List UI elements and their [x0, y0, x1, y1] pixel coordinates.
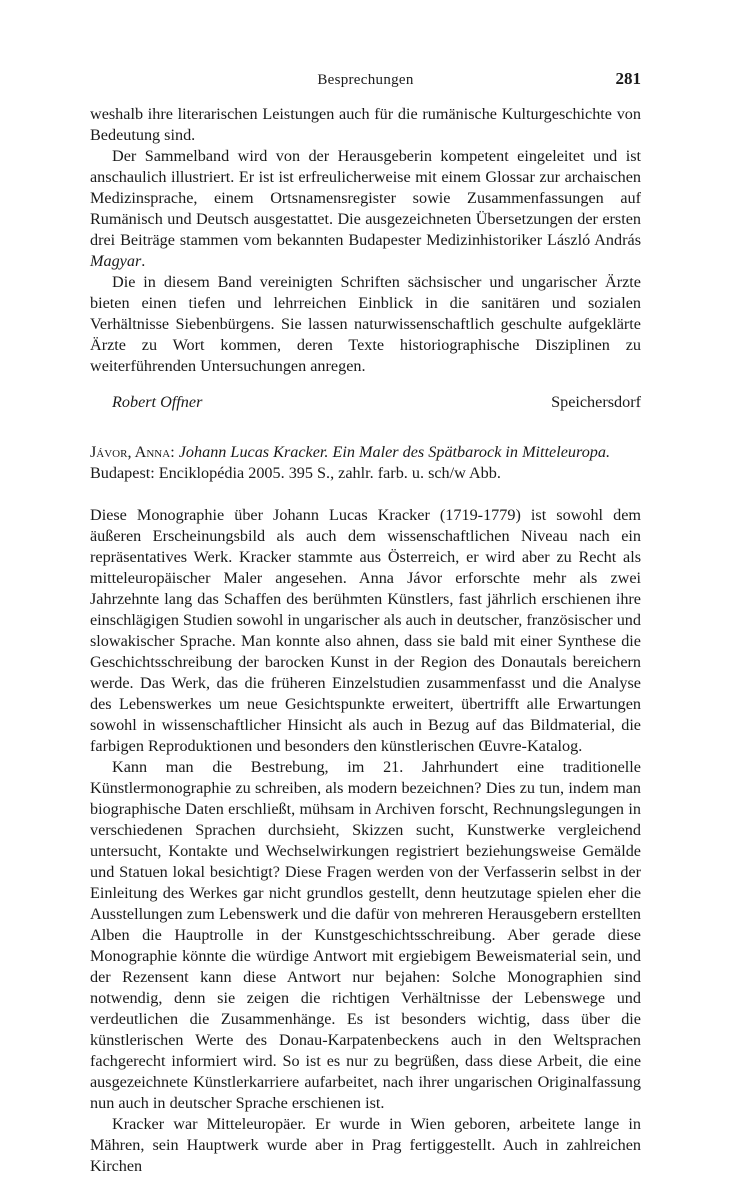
reviewer-place: Speichersdorf — [551, 393, 641, 411]
review1-paragraph-continuation: weshalb ihre literarischen Leistungen auch für die rumänische Kulturgeschichte von Bedeutung sind. — [90, 105, 641, 144]
review1-signature — [90, 392, 641, 413]
review1-paragraph-2-text: Der Sammelband wird von der Herausgeberin kompetent eingeleitet und ist anschaulich illustriert. Er ist ist erfreulicherweise mit einem Glossar zur archaischen Medizinsprache, einem Ortsnamensregister sowie Zusammenfassungen auf Rumänisch und Deutsch ausgestattet. Die ausgezeichneten Übersetzungen der ersten drei Beiträge stammen vom bekannten Budapester Medizinhistoriker László András — [90, 147, 641, 249]
reviewer-name: Robert Offner — [112, 393, 203, 411]
book-author: Jávor, Anna: — [90, 443, 175, 461]
book-page — [90, 64, 641, 1175]
review2-paragraph-3: Kracker war Mitteleuropäer. Er wurde in Wien geboren, arbeitete lange in Mähren, sein Hauptwerk wurde aber in Prag fertiggestellt. Auch in zahlreichen Kirchen — [90, 1115, 641, 1175]
review1-paragraph-2-name: Magyar — [90, 252, 142, 270]
review1-paragraph-3: Die in diesem Band vereinigten Schriften sächsischer und ungarischer Ärzte bieten einen tiefen und lehrreichen Einblick in die sanitären und sozialen Verhältnisse Siebenbürgens. Sie lassen naturwissenschaftlich geschulte aufgeklärte Ärzte zu Wort kommen, deren Texte historiographische Disziplinen zu weiterführenden Untersuchungen anregen. — [90, 273, 641, 375]
review2-bibliographic-header — [90, 442, 641, 484]
review1-paragraph-2 — [90, 146, 641, 272]
page-number: 281 — [615, 69, 641, 88]
review2-paragraph-2: Kann man die Bestrebung, im 21. Jahrhundert eine traditionelle Künstlermonographie zu schreiben, als modern bezeichnen? Dies zu tun, indem man biographische Daten erschließt, mühsam in Archiven forscht, Rechnungslegungen in verschiedenen Sprachen durchsieht, Skizzen sucht, Kunstwerke vergleichend untersucht, Kontakte und Wechselwirkungen registriert beziehungsweise Gemälde und Statuen lokal besichtigt? Diese Fragen werden von der Verfasserin selbst in der Einleitung des Werkes gar nicht grundlos gestellt, denn heutzutage spielen eher die Ausstellungen zum Lebenswerk und die dafür von mehreren Herausgebern erstellten Alben die Hauptrolle in der Kunstgeschichtsschreibung. Aber gerade diese Monographie könnte die würdige Antwort mit ergiebigem Beweismaterial sein, und der Rezensent kann diese Antwort nur bejahen: Solche Monographien sind notwendig, denn sie zeigen die richtigen Verhältnisse der Lebenswege und verdeutlichen die Zusammenhänge. Es ist besonders wichtig, dass über die künstlerischen Werte des Donau-Karpatenbeckens auch in den Weltsprachen fachgerecht informiert wird. So ist es nur zu begrüßen, dass diese Arbeit, die eine ausgezeichnete Künstlerkarriere aufarbeitet, nach ihrer ungarischen Originalfassung nun auch in deutscher Sprache erschienen ist. — [90, 758, 641, 1112]
running-title: Besprechungen — [317, 72, 414, 88]
running-head — [90, 64, 641, 90]
book-title: Johann Lucas Kracker. Ein Maler des Spätbarock in Mitteleuropa. — [178, 443, 611, 461]
book-publication: Budapest: Enciklopédia 2005. 395 S., zahlr. farb. u. sch/w Abb. — [90, 464, 501, 482]
review1-paragraph-2-end: . — [141, 252, 146, 270]
review2-paragraph-1: Diese Monographie über Johann Lucas Kracker (1719-1779) ist sowohl dem äußeren Erscheinungsbild als auch dem wissenschaftlichen Niveau nach ein repräsentatives Werk. Kracker stammte aus Österreich, er wird aber zu Recht als mitteleuropäischer Maler angesehen. Anna Jávor erforschte mehr als zwei Jahrzehnte lang das Schaffen des berühmten Künstlers, fast jährlich erschienen ihre einschlägigen Studien sowohl in ungarischer als auch in deutscher, französischer und slowakischer Sprache. Man konnte also ahnen, dass sie bald mit einer Synthese die Geschichtsschreibung der barocken Kunst in der Region des Donautals bereichern werde. Das Werk, das die früheren Einzelstudien zusammenfasst und die Analyse des Lebenswerkes um neue Gesichtspunkte erweitert, übertrifft alle Erwartungen sowohl in wissenschaftlicher Hinsicht als auch in Bezug auf das Bildmaterial, die farbigen Reproduktionen und besonders den künstlerischen Œuvre-Katalog. — [90, 506, 641, 755]
